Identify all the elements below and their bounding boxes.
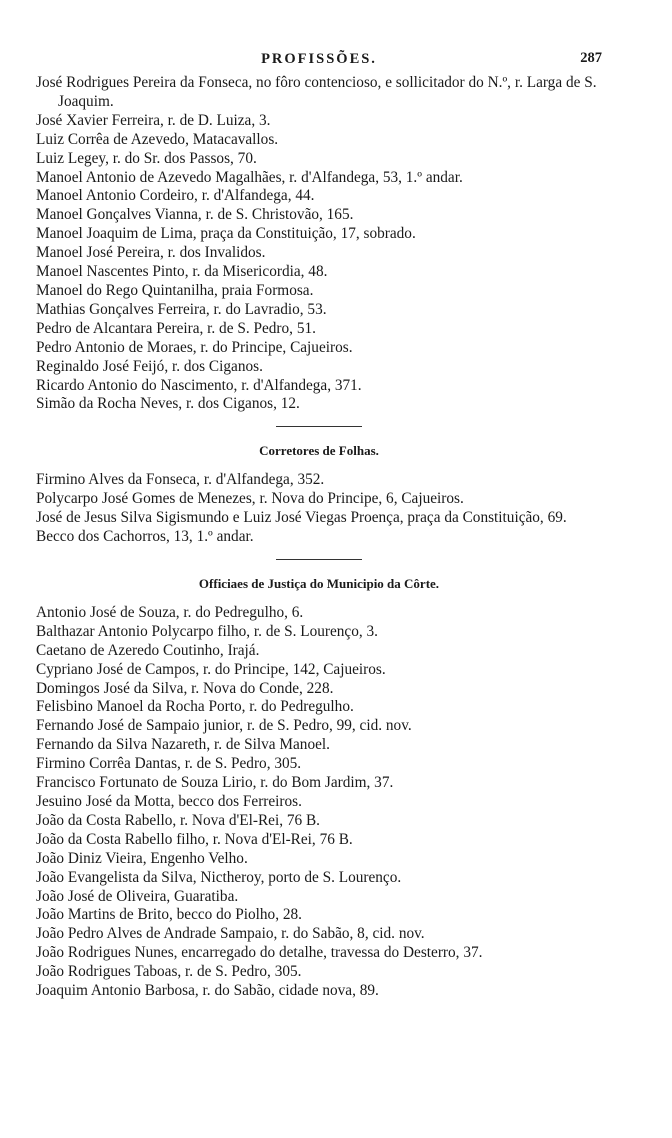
directory-entry: João Evangelista da Silva, Nictheroy, porto de S. Lourenço.	[36, 868, 402, 886]
directory-entry: Francisco Fortunato de Souza Lirio, r. do Bom Jardim, 37.	[36, 774, 394, 792]
directory-entry: João da Costa Rabello filho, r. Nova d'El-Rei, 76 B.	[36, 830, 353, 848]
running-title: PROFISSÕES.	[261, 51, 377, 67]
directory-entry: Antonio José de Souza, r. do Pedregulho, 6.	[36, 603, 304, 621]
directory-entry: Felisbino Manoel da Rocha Porto, r. do Pedregulho.	[36, 698, 354, 716]
directory-entry: Simão da Rocha Neves, r. dos Ciganos, 12.	[36, 395, 300, 413]
section-title: Officiaes de Justiça do Municipio da Côrte.	[198, 575, 440, 591]
directory-entry: João Rodrigues Nunes, encarregado do detalhe, travessa do Desterro, 37.	[36, 944, 483, 962]
directory-entry: Fernando da Silva Nazareth, r. de Silva Manoel.	[36, 736, 330, 754]
directory-entry: João Diniz Vieira, Engenho Velho.	[36, 849, 248, 867]
directory-entry: Caetano de Azeredo Coutinho, Irajá.	[36, 641, 260, 659]
directory-entry: Luiz Legey, r. do Sr. dos Passos, 70.	[36, 149, 257, 167]
directory-entry: Becco dos Cachorros, 13, 1.º andar.	[36, 528, 254, 546]
directory-entry: Pedro de Alcantara Pereira, r. de S. Pedro, 51.	[36, 319, 316, 337]
directory-entry: Fernando José de Sampaio junior, r. de S. Pedro, 99, cid. nov.	[36, 717, 412, 735]
directory-entry: José de Jesus Silva Sigismundo e Luiz José Viegas Proença, praça da Constituição, 69.	[36, 509, 567, 527]
directory-entry: Manoel do Rego Quintanilha, praia Formosa.	[36, 281, 314, 299]
section-divider	[276, 559, 362, 560]
directory-entry: João Pedro Alves de Andrade Sampaio, r. do Sabão, 8, cid. nov.	[36, 925, 425, 943]
directory-entry: Firmino Corrêa Dantas, r. de S. Pedro, 305.	[36, 755, 302, 773]
directory-entry: José Xavier Ferreira, r. de D. Luiza, 3.	[36, 111, 271, 129]
directory-entry: João Martins de Brito, becco do Piolho, 28.	[36, 906, 302, 924]
entry-list	[36, 74, 602, 414]
directory-entry: Manoel Antonio de Azevedo Magalhães, r. d'Alfandega, 53, 1.º andar.	[36, 168, 463, 186]
directory-entry: Manoel José Pereira, r. dos Invalidos.	[36, 244, 266, 262]
directory-entry: Ricardo Antonio do Nascimento, r. d'Alfandega, 371.	[36, 376, 362, 394]
directory-entry: Cypriano José de Campos, r. do Principe, 142, Cajueiros.	[36, 660, 386, 678]
section-divider	[276, 426, 362, 427]
page-number: 287	[580, 50, 602, 66]
directory-entry: Polycarpo José Gomes de Menezes, r. Nova do Principe, 6, Cajueiros.	[36, 490, 464, 508]
directory-entry: Manoel Nascentes Pinto, r. da Misericordia, 48.	[36, 263, 328, 281]
directory-entry: Balthazar Antonio Polycarpo filho, r. de S. Lourenço, 3.	[36, 622, 378, 640]
directory-entry: Firmino Alves da Fonseca, r. d'Alfandega, 352.	[36, 471, 325, 489]
page-body	[36, 74, 602, 1001]
directory-entry: José Rodrigues Pereira da Fonseca, no fôro contencioso, e sollicitador do N.º, r. Larga de S. Joaquim.	[36, 74, 597, 110]
directory-entry: Jesuino José da Motta, becco dos Ferreiros.	[36, 793, 302, 810]
directory-entry: Reginaldo José Feijó, r. dos Ciganos.	[36, 357, 263, 375]
directory-entry: Manoel Joaquim de Lima, praça da Constituição, 17, sobrado.	[36, 225, 416, 243]
directory-entry: João José de Oliveira, Guaratiba.	[36, 887, 239, 905]
entry-list	[36, 471, 602, 547]
page-header	[36, 50, 602, 74]
directory-entry: Domingos José da Silva, r. Nova do Conde, 228.	[36, 679, 334, 697]
directory-entry: João da Costa Rabello, r. Nova d'El-Rei, 76 B.	[36, 811, 321, 829]
directory-entry: Manoel Gonçalves Vianna, r. de S. Christovão, 165.	[36, 206, 354, 224]
directory-entry: Pedro Antonio de Moraes, r. do Principe, Cajueiros.	[36, 338, 353, 356]
directory-entry: Mathias Gonçalves Ferreira, r. do Lavradio, 53.	[36, 300, 327, 318]
directory-entry: João Rodrigues Taboas, r. de S. Pedro, 305.	[36, 963, 302, 981]
entry-list	[36, 604, 602, 1001]
directory-entry: Luiz Corrêa de Azevedo, Matacavallos.	[36, 130, 279, 148]
directory-entry: Joaquim Antonio Barbosa, r. do Sabão, cidade nova, 89.	[36, 982, 379, 1000]
directory-entry: Manoel Antonio Cordeiro, r. d'Alfandega, 44.	[36, 187, 315, 205]
section-title: Corretores de Folhas.	[259, 443, 379, 459]
